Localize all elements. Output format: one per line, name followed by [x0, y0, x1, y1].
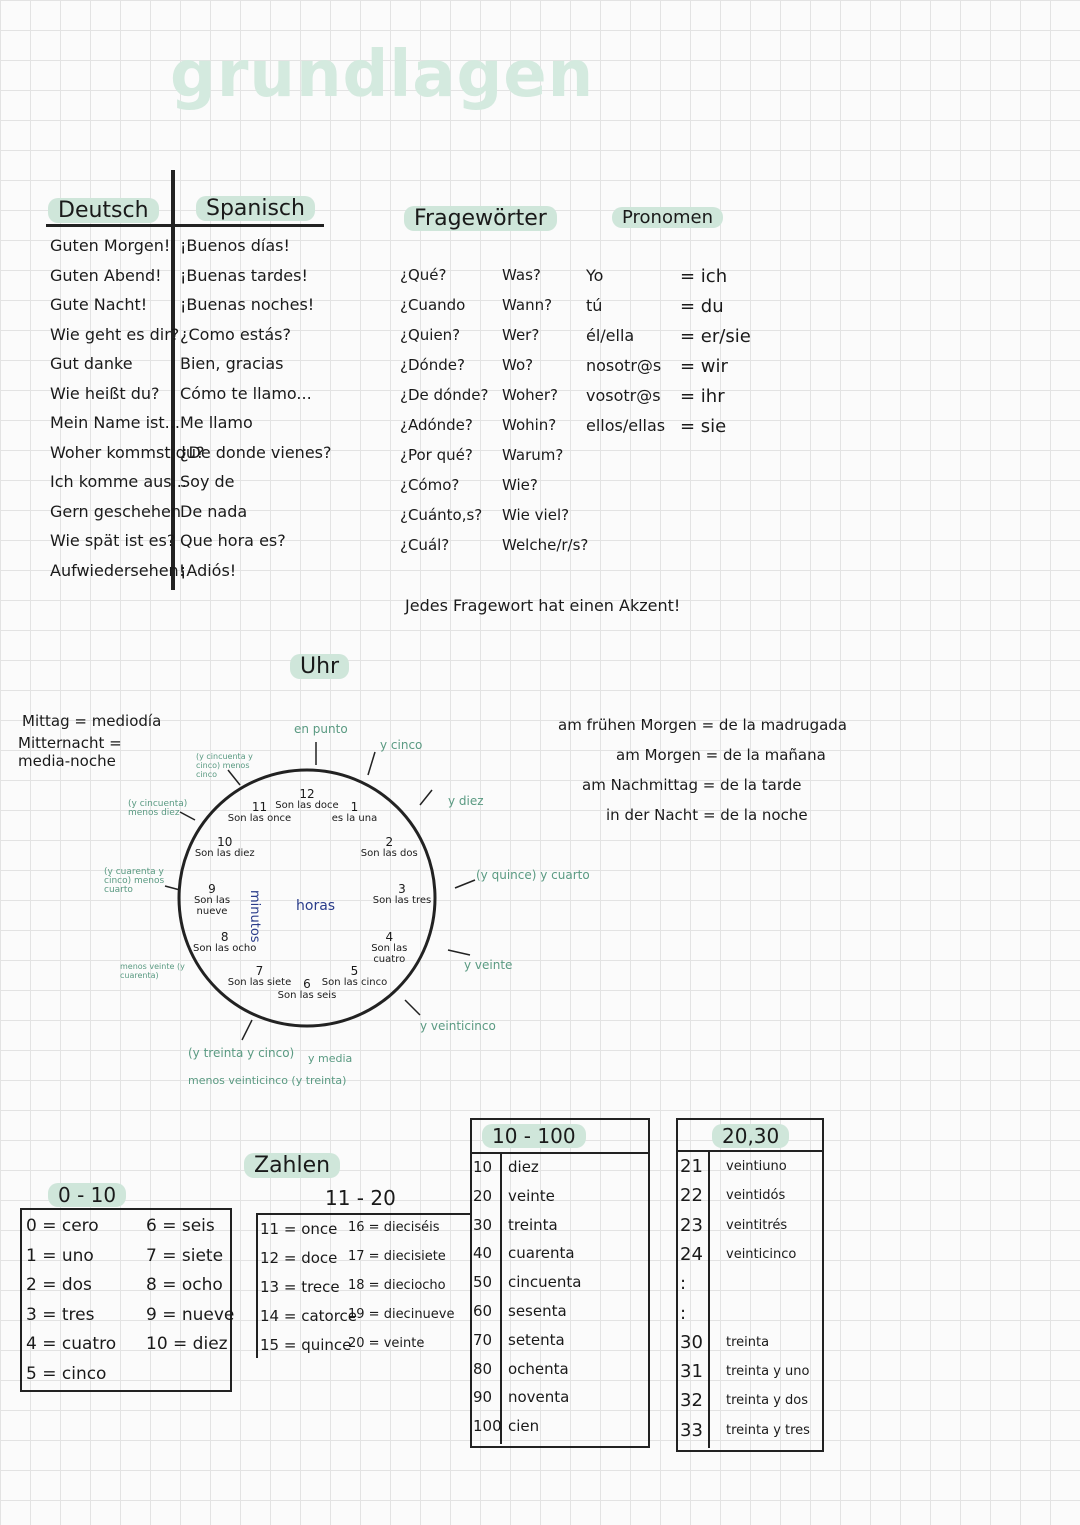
number-20-30-w-7: treinta y uno	[726, 1364, 810, 1380]
clock-minute-media: y media	[308, 1052, 353, 1065]
number-11-20-right-4: 20 = veinte	[348, 1336, 425, 1351]
number-10-100-w-8: noventa	[508, 1388, 570, 1407]
number-20-30-n-5: :	[680, 1302, 687, 1324]
clock-minute-menos-cinco: (y cincuenta y cinco) menos cinco	[196, 752, 253, 779]
number-11-20-right-0: 16 = dieciséis	[348, 1220, 440, 1235]
clock-hour-number: 5	[350, 964, 359, 979]
clock-hour-text: Son las doce	[275, 800, 339, 811]
pronoun-es-5: ellos/ellas	[586, 416, 666, 435]
clock-hour-text: Son las siete	[227, 977, 292, 989]
number-10-100-n-7: 80	[473, 1359, 493, 1378]
question-es-6: ¿Por qué?	[400, 446, 473, 464]
pronoun-de-4: = ihr	[680, 386, 725, 407]
vocab-es-9: De nada	[180, 501, 248, 521]
question-es-7: ¿Cómo?	[400, 476, 460, 494]
number-10-100-w-2: treinta	[508, 1215, 558, 1234]
number-20-30-n-1: 22	[680, 1185, 703, 1207]
clock-hour-4	[355, 929, 423, 965]
vocab-es-0: ¡Buenos días!	[180, 236, 290, 255]
number-10-100-w-5: sesenta	[508, 1302, 567, 1320]
vocab-es-5: Cómo te llamo...	[180, 383, 312, 403]
number-0-10-left-2: 2 = dos	[26, 1275, 92, 1295]
number-10-100-n-6: 70	[473, 1330, 493, 1349]
mitternacht-label: Mitternacht = media-noche	[18, 734, 122, 770]
number-10-100-w-4: cincuenta	[508, 1273, 582, 1292]
clock-hour-text: Son las tres	[372, 895, 432, 906]
clock-hour-text: Son las dos	[360, 847, 418, 859]
time-of-day-0: am frühen Morgen = de la madrugada	[558, 716, 847, 734]
question-es-8: ¿Cuánto,s?	[400, 506, 483, 524]
clock-minute-menos-cuarto: (y cuarenta y cinco) menos cuarto	[104, 867, 165, 895]
question-de-8: Wie viel?	[502, 506, 570, 524]
vocab-de-11: Aufwiedersehen!	[50, 560, 186, 580]
number-20-30-n-7: 31	[680, 1361, 703, 1383]
number-10-100-n-0: 10	[473, 1158, 493, 1176]
clock-hour-11	[226, 799, 294, 824]
clock-center-minutos: minutos	[247, 890, 262, 943]
clock-hour-1	[321, 799, 389, 824]
number-10-100-w-7: ochenta	[508, 1359, 569, 1378]
clock-hour-text: Son las ocho	[193, 942, 257, 954]
number-20-30-w-9: treinta y tres	[726, 1422, 810, 1438]
number-0-10-right-1: 7 = siete	[146, 1245, 224, 1266]
clock-hour-text: es la una	[331, 812, 378, 824]
clock-hour-10	[191, 834, 259, 859]
clock-hour-number: 12	[299, 787, 315, 801]
label-11-20: 11 - 20	[325, 1186, 396, 1210]
clock-hour-number: 1	[350, 799, 359, 814]
clock-minute-cuarto: (y quince) y cuarto	[476, 868, 590, 882]
clock-minute-diez: y diez	[448, 794, 484, 808]
page-title: grundlagen	[170, 38, 595, 112]
vocab-de-2: Gute Nacht!	[50, 295, 148, 314]
clock-hour-number: 7	[255, 964, 264, 979]
vocab-de-8: Ich komme aus...	[50, 472, 187, 491]
vocab-de-6: Mein Name ist...	[50, 413, 180, 432]
number-20-30-n-3: 24	[680, 1243, 703, 1265]
number-0-10-right-4: 10 = diez	[146, 1334, 228, 1354]
clock-minute-veinticinco: y veinticinco	[420, 1019, 496, 1033]
number-0-10-right-2: 8 = ocho	[146, 1275, 223, 1295]
number-0-10-right-0: 6 = seis	[146, 1216, 215, 1236]
vocab-es-6: Me llamo	[180, 413, 253, 432]
question-de-6: Warum?	[502, 446, 564, 464]
clock-hour-9	[178, 884, 246, 917]
pronoun-es-1: tú	[586, 296, 603, 315]
vocab-de-3: Wie geht es dir?	[50, 324, 180, 344]
clock-hour-7	[226, 966, 294, 988]
clock-hour-text: Son las diez	[194, 847, 255, 859]
vocab-es-4: Bien, gracias	[180, 354, 284, 373]
clock-hour-number: 9	[208, 882, 216, 896]
clock-hour-text: Son las cinco	[321, 977, 388, 989]
question-de-9: Welche/r/s?	[502, 536, 589, 554]
clock-hour-number: 3	[398, 882, 406, 896]
pronoun-de-3: = wir	[680, 356, 728, 377]
number-20-30-w-0: veintiuno	[726, 1159, 787, 1174]
number-0-10-left-3: 3 = tres	[26, 1304, 95, 1325]
question-es-3: ¿Dónde?	[400, 356, 465, 374]
clock-minute-treinta: (y treinta y cinco)	[188, 1046, 295, 1060]
number-20-30-w-2: veintitrés	[726, 1217, 788, 1233]
clock-hour-number: 11	[251, 799, 268, 814]
pronoun-de-0: = ich	[680, 266, 728, 287]
number-20-30-w-8: treinta y dos	[726, 1393, 809, 1409]
clock-minute-menos-veinte: menos veinte (y cuarenta)	[120, 962, 185, 980]
question-de-1: Wann?	[502, 296, 553, 314]
vocab-de-1: Guten Abend!	[50, 265, 162, 285]
header-zahlen: Zahlen	[244, 1153, 340, 1178]
number-11-20-left-2: 13 = trece	[260, 1278, 340, 1296]
question-de-3: Wo?	[502, 356, 534, 374]
question-es-1: ¿Cuando	[400, 296, 466, 314]
pronoun-es-3: nosotr@s	[586, 356, 662, 375]
clock-minute-menos-veinticinco: menos veinticinco (y treinta)	[188, 1074, 347, 1087]
number-10-100-w-9: cien	[508, 1417, 540, 1436]
number-10-100-n-3: 40	[473, 1244, 493, 1263]
time-of-day-1: am Morgen = de la mañana	[616, 746, 826, 764]
label-0-10: 0 - 10	[48, 1183, 126, 1207]
question-de-2: Wer?	[502, 326, 540, 344]
number-10-100-w-0: diez	[508, 1158, 539, 1176]
number-20-30-n-2: 23	[680, 1214, 703, 1236]
vocab-de-10: Wie spät ist es?	[50, 531, 176, 550]
number-20-30-n-8: 32	[680, 1390, 703, 1412]
label-20-30: 20,30	[712, 1124, 789, 1148]
question-de-5: Wohin?	[502, 416, 557, 434]
question-es-2: ¿Quien?	[400, 326, 461, 344]
header-deutsch: Deutsch	[48, 198, 159, 223]
pronoun-de-1: = du	[680, 296, 724, 317]
number-10-100-w-6: setenta	[508, 1330, 565, 1349]
vocab-de-4: Gut danke	[50, 354, 133, 373]
clock-hour-number: 6	[303, 977, 311, 991]
number-0-10-left-1: 1 = uno	[26, 1245, 94, 1266]
clock-hour-2	[355, 834, 423, 859]
vocab-de-7: Woher kommst du?	[50, 442, 205, 462]
number-20-30-w-1: veintidós	[726, 1188, 786, 1204]
number-10-100-w-1: veinte	[508, 1186, 555, 1205]
clock-hour-number: 4	[385, 929, 394, 944]
question-de-0: Was?	[502, 266, 541, 284]
clock-hour-number: 8	[220, 929, 229, 944]
number-20-30-w-3: veinticinco	[726, 1246, 797, 1262]
number-20-30-n-9: 33	[680, 1419, 703, 1441]
number-10-100-n-4: 50	[473, 1273, 493, 1292]
number-0-10-right-3: 9 = nueve	[146, 1304, 235, 1325]
vocab-de-9: Gern geschehen	[50, 501, 182, 521]
number-0-10-left-5: 5 = cinco	[26, 1363, 107, 1384]
number-11-20-left-3: 14 = catorce	[260, 1307, 358, 1325]
clock-minute-en-punto: en punto	[294, 722, 348, 736]
header-pronomen: Pronomen	[612, 207, 723, 228]
number-20-30-n-6: 30	[680, 1331, 703, 1353]
header-uhr: Uhr	[290, 654, 349, 679]
number-10-100-n-9: 100	[473, 1417, 502, 1436]
number-11-20-left-1: 12 = doce	[260, 1249, 338, 1267]
clock-hour-8	[191, 929, 259, 954]
clock-hour-text: Son las seis	[277, 990, 337, 1001]
label-10-100: 10 - 100	[482, 1124, 586, 1148]
clock-hour-number: 2	[385, 834, 394, 849]
number-10-100-n-1: 20	[473, 1186, 493, 1205]
clock-hour-number: 10	[217, 834, 233, 849]
vocab-es-1: ¡Buenas tardes!	[180, 265, 308, 285]
question-es-0: ¿Qué?	[400, 266, 447, 284]
mittag-label: Mittag = mediodía	[22, 712, 162, 730]
number-10-100-n-2: 30	[473, 1215, 493, 1234]
pronoun-de-2: = er/sie	[680, 326, 751, 347]
vocab-es-10: Que hora es?	[180, 531, 286, 550]
pronoun-de-5: = sie	[680, 416, 727, 437]
number-10-100-w-3: cuarenta	[508, 1244, 575, 1263]
clock-hour-3	[368, 884, 436, 906]
vocab-es-7: ¿De donde vienes?	[180, 442, 332, 462]
number-11-20-left-0: 11 = once	[260, 1220, 338, 1238]
vocab-de-5: Wie heißt du?	[50, 383, 160, 403]
number-11-20-right-3: 19 = diecinueve	[348, 1307, 455, 1322]
header-spanisch: Spanisch	[196, 196, 315, 221]
number-0-10-left-0: 0 = cero	[26, 1216, 99, 1236]
time-of-day-3: in der Nacht = de la noche	[606, 806, 808, 824]
vocab-es-3: ¿Como estás?	[180, 324, 291, 344]
question-de-7: Wie?	[502, 476, 538, 494]
number-20-30-w-6: treinta	[726, 1334, 770, 1350]
pronoun-es-0: Yo	[586, 266, 604, 285]
clock-center-horas: horas	[296, 898, 336, 914]
clock-hour-text: Son las once	[227, 812, 292, 824]
number-11-20-right-1: 17 = diecisiete	[348, 1249, 446, 1264]
clock-minute-cinco: y cinco	[380, 738, 423, 752]
clock-hour-text: Son las cuatro	[371, 942, 408, 965]
vocab-de-0: Guten Morgen!	[50, 236, 171, 255]
question-es-5: ¿Adónde?	[400, 416, 473, 434]
header-fragewoerter: Fragewörter	[404, 206, 557, 231]
clock-minute-veinte: y veinte	[464, 958, 513, 972]
number-10-100-n-5: 60	[473, 1302, 493, 1320]
number-20-30-n-4: :	[680, 1273, 687, 1295]
clock-minute-menos-diez: (y cincuenta) menos diez	[128, 799, 188, 818]
number-11-20-left-4: 15 = quince	[260, 1336, 352, 1354]
pronoun-es-2: él/ella	[586, 326, 635, 345]
question-es-4: ¿De dónde?	[400, 386, 489, 404]
vocab-es-11: ¡Adiós!	[180, 560, 237, 580]
time-of-day-2: am Nachmittag = de la tarde	[582, 776, 802, 794]
vocab-es-2: ¡Buenas noches!	[180, 295, 315, 314]
question-es-9: ¿Cuál?	[400, 536, 450, 554]
number-10-100-n-8: 90	[473, 1388, 493, 1407]
number-0-10-left-4: 4 = cuatro	[26, 1334, 117, 1354]
number-11-20-right-2: 18 = dieciocho	[348, 1278, 446, 1293]
question-note: Jedes Fragewort hat einen Akzent!	[405, 596, 681, 615]
pronoun-es-4: vosotr@s	[586, 386, 661, 405]
number-20-30-n-0: 21	[680, 1156, 703, 1177]
clock-hour-text: Son las nueve	[193, 895, 231, 917]
vocab-es-8: Soy de	[180, 472, 235, 491]
question-de-4: Woher?	[502, 386, 558, 404]
